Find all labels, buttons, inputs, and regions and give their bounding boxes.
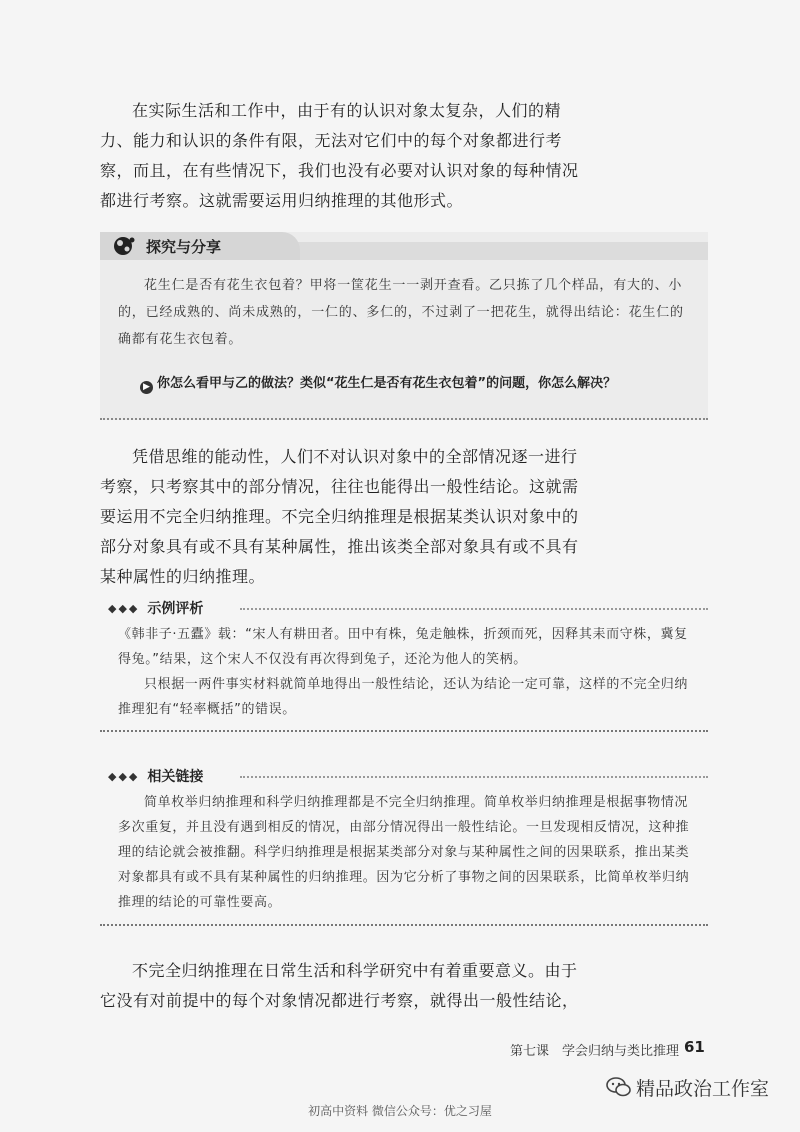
bottom-caption: 初高中资料 微信公众号：优之习屋	[308, 1104, 492, 1118]
explore-header	[100, 232, 708, 260]
example-section-header	[108, 598, 203, 618]
watermark	[606, 1074, 769, 1100]
footer-chapter-title: 第七课 学会归纳与类比推理	[510, 1044, 680, 1059]
explore-title: 探究与分享	[146, 238, 222, 256]
related-section-header	[108, 766, 203, 786]
diamond-icons: ◆◆◆	[108, 601, 140, 615]
example-paragraph-1: 《韩非子·五蠹》载：“宋人有耕田者。田中有株，兔走触株，折颈而死，因释其耒而守株，冀复得兔。”结果，这个宋人不仅没有再次得到兔子，还沦为他人的笑柄。	[118, 627, 688, 667]
explore-box	[100, 232, 708, 420]
watermark-text: 精品政治工作室	[636, 1077, 770, 1100]
section-dotted-rule	[240, 608, 708, 610]
wechat-icon	[606, 1076, 632, 1098]
intro-paragraph	[100, 96, 580, 216]
example-section-title: 示例评析	[147, 601, 204, 617]
main-paragraph-text: 凭借思维的能动性，人们不对认识对象中的全部情况逐一进行考察，只考察其中的部分情况，往往也能得出一般性结论。这就需要运用不完全归纳推理。不完全归纳推理是根据某类认识对象中的部分对象具有或不具有某种属性，推出该类全部对象具有或不具有某种属性的归纳推理。	[100, 447, 579, 586]
explore-body	[118, 272, 690, 353]
explore-body-text: 花生仁是否有花生衣包着？甲将一筐花生一一剥开查看。乙只拣了几个样品，有大的、小的，已经成熟的、尚未成熟的，一仁的、多仁的，不过剥了一把花生，就得出结论：花生仁的确都有花生衣包着。	[118, 278, 684, 347]
example-section	[100, 598, 708, 732]
closing-paragraph	[100, 956, 580, 1016]
diamond-icons: ◆◆◆	[108, 769, 140, 783]
related-section-body	[118, 790, 698, 915]
play-bullet-icon: ▶	[140, 381, 153, 394]
intro-paragraph-text: 在实际生活和工作中，由于有的认识对象太复杂，人们的精力、能力和认识的条件有限，无法对它们中的每个对象都进行考察，而且，在有些情况下，我们也没有必要对认识对象的每种情况都进行考察。这就需要运用归纳推理的其他形式。	[100, 101, 579, 210]
example-section-body	[118, 622, 698, 722]
related-section-title: 相关链接	[147, 769, 204, 785]
puzzle-icon	[112, 235, 136, 257]
explore-question	[140, 372, 700, 394]
explore-question-text: 你怎么看甲与乙的做法？类似“花生仁是否有花生衣包着”的问题，你怎么解决？	[157, 376, 617, 391]
explore-header-strip	[280, 242, 708, 260]
related-section	[100, 766, 708, 926]
main-paragraph	[100, 442, 580, 592]
page-number: 61	[684, 1038, 705, 1056]
closing-paragraph-text: 不完全归纳推理在日常生活和科学研究中有着重要意义。由于它没有对前提中的每个对象情况都进行考察，就得出一般性结论，	[100, 961, 579, 1010]
related-paragraph-1: 简单枚举归纳推理和科学归纳推理都是不完全归纳推理。简单枚举归纳推理是根据事物情况多次重复，并且没有遇到相反的情况，由部分情况得出一般性结论。一旦发现相反情况，这种推理的结论就会被推翻。科学归纳推理是根据某类部分对象与某种属性之间的因果联系，推出某类对象都具有或不具有某种属性的归纳推理。因为它分析了事物之间的因果联系，比简单枚举归纳推理的结论的可靠性要高。	[118, 795, 690, 910]
section-dotted-rule	[240, 776, 708, 778]
example-paragraph-2: 只根据一两件事实材料就简单地得出一般性结论，还认为结论一定可靠，这样的不完全归纳推理犯有“轻率概括”的错误。	[118, 677, 689, 717]
